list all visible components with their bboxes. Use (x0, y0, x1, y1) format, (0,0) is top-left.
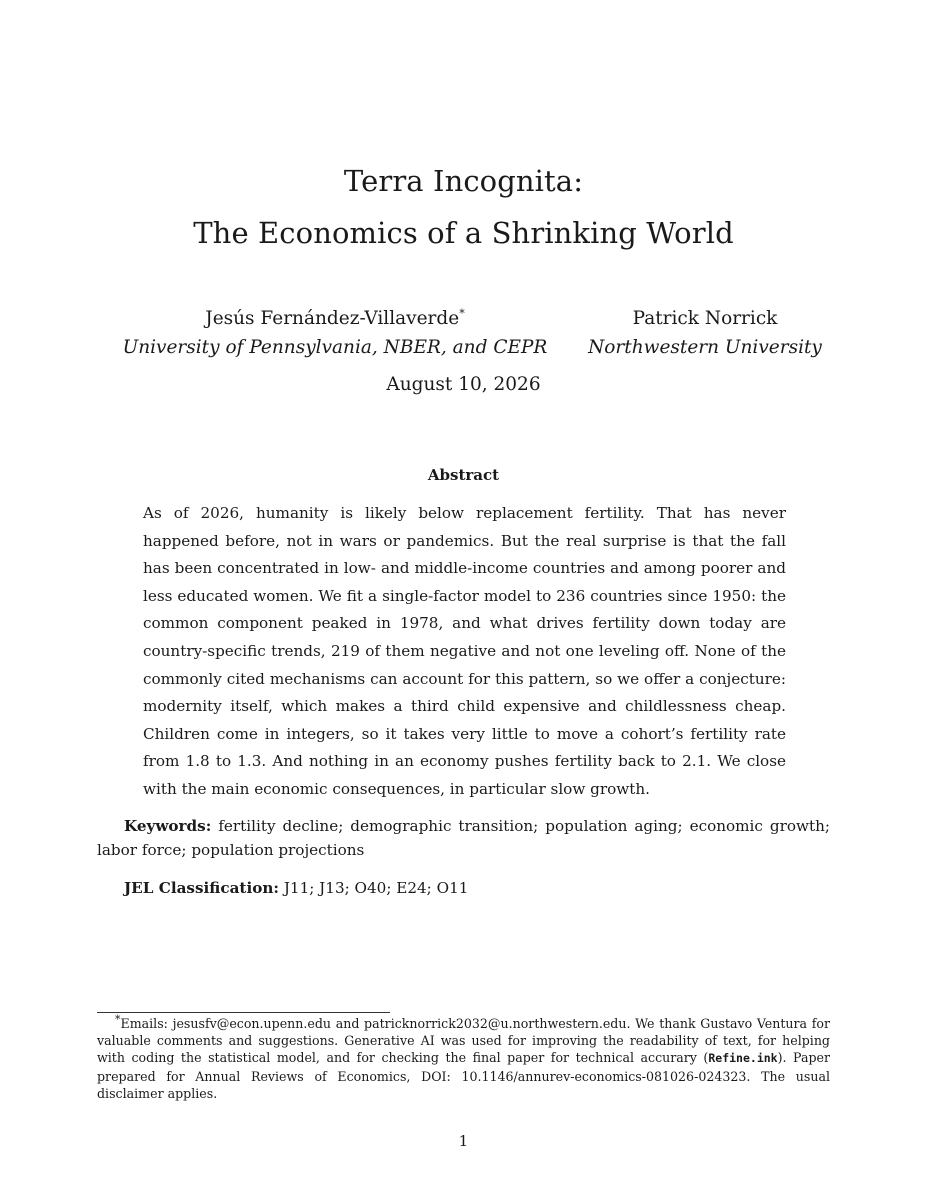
jel-text: J11; J13; O40; E24; O11 (283, 879, 469, 897)
footnote-divider (97, 1012, 390, 1013)
footnote-marker: * (459, 306, 465, 320)
footnote-marker: * (115, 1012, 121, 1026)
jel-label: JEL Classification: (124, 879, 279, 897)
footnote (97, 1012, 830, 1102)
keywords-text: fertility decline; demographic transition; population aging; economic growth; labor force; population projections (97, 817, 830, 859)
page-number: 1 (458, 1132, 469, 1150)
footnote-text-after: ). Paper prepared for Annual Reviews of Economics, DOI: 10.1146/annurev-economics-081026-024323. The usual disclaimer applies. (97, 1050, 830, 1101)
jel-classification (97, 876, 830, 900)
author-affiliation: Northwestern University (588, 337, 822, 358)
abstract-text: As of 2026, humanity is likely below replacement fertility. That has never happened before, not in wars or pandemics. But the real surprise is that the fall has been concentrated in low- and middle-income countries and among poorer and less educated women. We fit a single-factor model to 236 countries since 1950: the common component peaked in 1978, and what drives fertility down today are country-specific trends, 219 of them negative and not one leveling off. None of the commonly cited mechanisms can account for this pattern, so we offer a conjecture: modernity itself, which makes a third child expensive and childlessness cheap. Children come in integers, so it takes very little to move a cohort’s fertility rate from 1.8 to 1.3. And nothing in an economy pushes fertility back to 2.1. We close with the main economic consequences, in particular slow growth. (143, 504, 786, 798)
footnote-code: Refine.ink (708, 1051, 778, 1066)
author-name: Patrick Norrick (632, 308, 778, 329)
keywords (97, 814, 830, 862)
paper-title-line-1: Terra Incognita: (343, 164, 584, 198)
keywords-label: Keywords: (124, 817, 212, 835)
author-name: Jesús Fernández-Villaverde* (205, 306, 465, 329)
author-block-2 (580, 304, 830, 362)
author-affiliation: University of Pennsylvania, NBER, and CEPR (122, 337, 548, 358)
abstract-heading: Abstract (427, 466, 500, 484)
paper-date: August 10, 2026 (386, 374, 541, 395)
paper-title-line-2: The Economics of a Shrinking World (193, 216, 734, 250)
author-block-1 (100, 304, 570, 362)
footnote-text-before: Emails: jesusfv@econ.upenn.edu and patricknorrick2032@u.northwestern.edu. We thank Gustavo Ventura for valuable comments and suggestions. Generative AI was used for improving the readability of text, for helping with coding the statistical model, and for checking the final paper for technical accurary ( (97, 1016, 830, 1066)
